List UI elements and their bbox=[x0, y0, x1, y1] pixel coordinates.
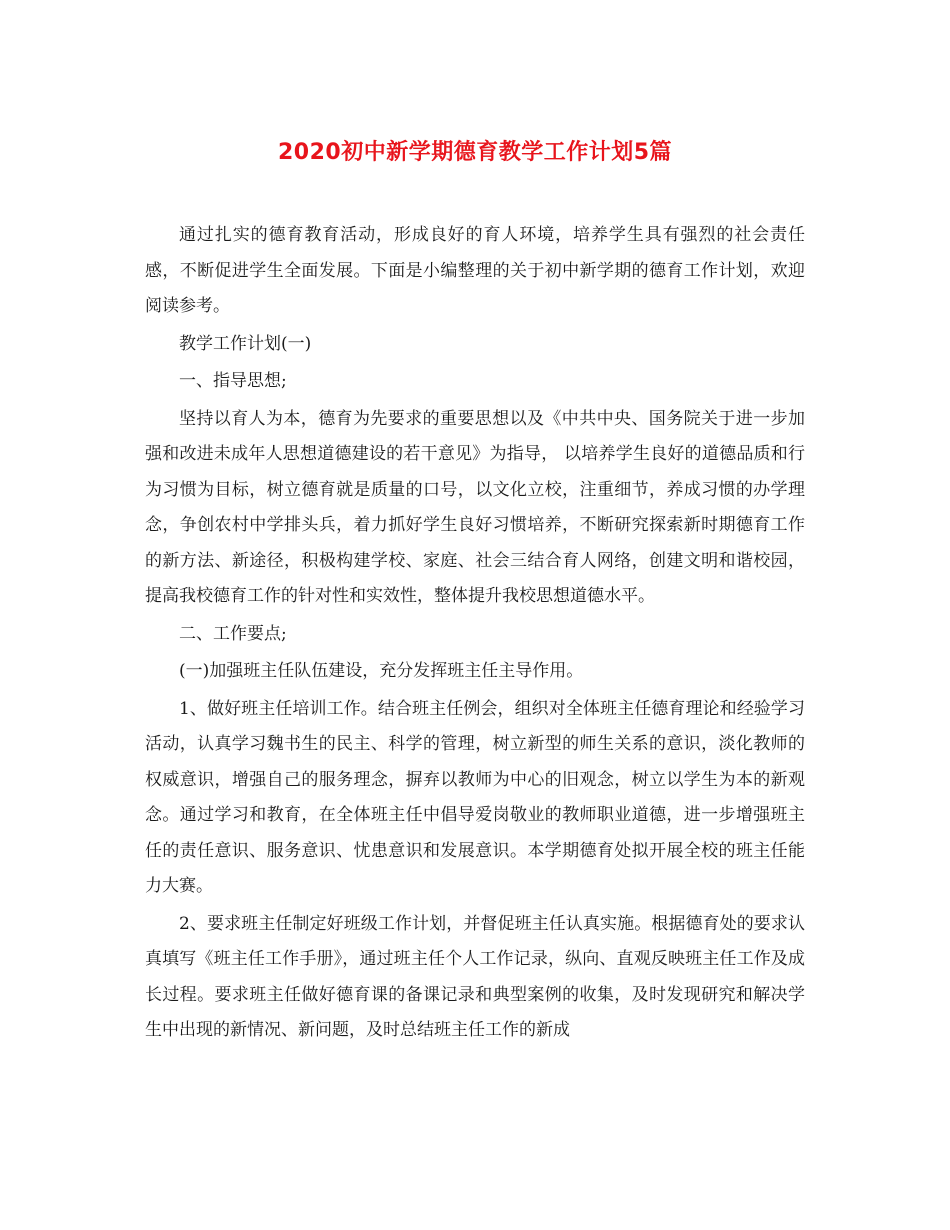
section-heading-plan-1: 教学工作计划(一) bbox=[179, 333, 312, 354]
document-title: 2020初中新学期德育教学工作计划5篇 bbox=[277, 140, 673, 165]
document-body bbox=[145, 218, 805, 1051]
section-heading-key-points: 二、工作要点; bbox=[179, 623, 287, 644]
subheading-teacher-team: (一)加强班主任队伍建设，充分发挥班主任主导作用。 bbox=[179, 661, 584, 681]
item-2-paragraph: 2、要求班主任制定好班级工作计划，并督促班主任认真实施。根据德育处的要求认真填写《班主任工作手册》，通过班主任个人工作记录，纵向、直观反映班主任工作及成长过程。要求班主任做好德育课的备课记录和典型案例的收集，及时发现研究和解决学生中出现的新情况、新问题，及时总结班主任工作的新成 bbox=[145, 913, 805, 1040]
intro-paragraph: 通过扎实的德育教育活动，形成良好的育人环境，培养学生具有强烈的社会责任感，不断促进学生全面发展。下面是小编整理的关于初中新学期的德育工作计划，欢迎阅读参考。 bbox=[145, 225, 805, 316]
section-heading-guiding-thought: 一、指导思想; bbox=[179, 371, 287, 391]
item-1-paragraph: 1、做好班主任培训工作。结合班主任例会，组织对全体班主任德育理论和经验学习活动，认真学习魏书生的民主、科学的管理，树立新型的师生关系的意识，淡化教师的权威意识，增强自己的服务理念，摒弃以教师为中心的旧观念，树立以学生为本的新观念。通过学习和教育，在全体班主任中倡导爱岗敬业的教师职业道德，进一步增强班主任的责任意识、服务意识、忧患意识和发展意识。本学期德育处拟开展全校的班主任能力大赛。 bbox=[145, 698, 805, 896]
guiding-thought-paragraph: 坚持以育人为本，德育为先要求的重要思想以及《中共中央、国务院关于进一步加强和改进未成年人思想道德建设的若干意见》为指导， 以培养学生良好的道德品质和行为习惯为目标，树立德育就是质量的口号，以文化立校，注重细节，养成习惯的办学理念，争创农村中学排头兵，着力抓好学生良好习惯培养，不断研究探索新时期德育工作的新方法、新途径，积极构建学校、家庭、社会三结合育人网络，创建文明和谐校园，提高我校德育工作的针对性和实效性，整体提升我校思想道德水平。 bbox=[145, 408, 805, 606]
